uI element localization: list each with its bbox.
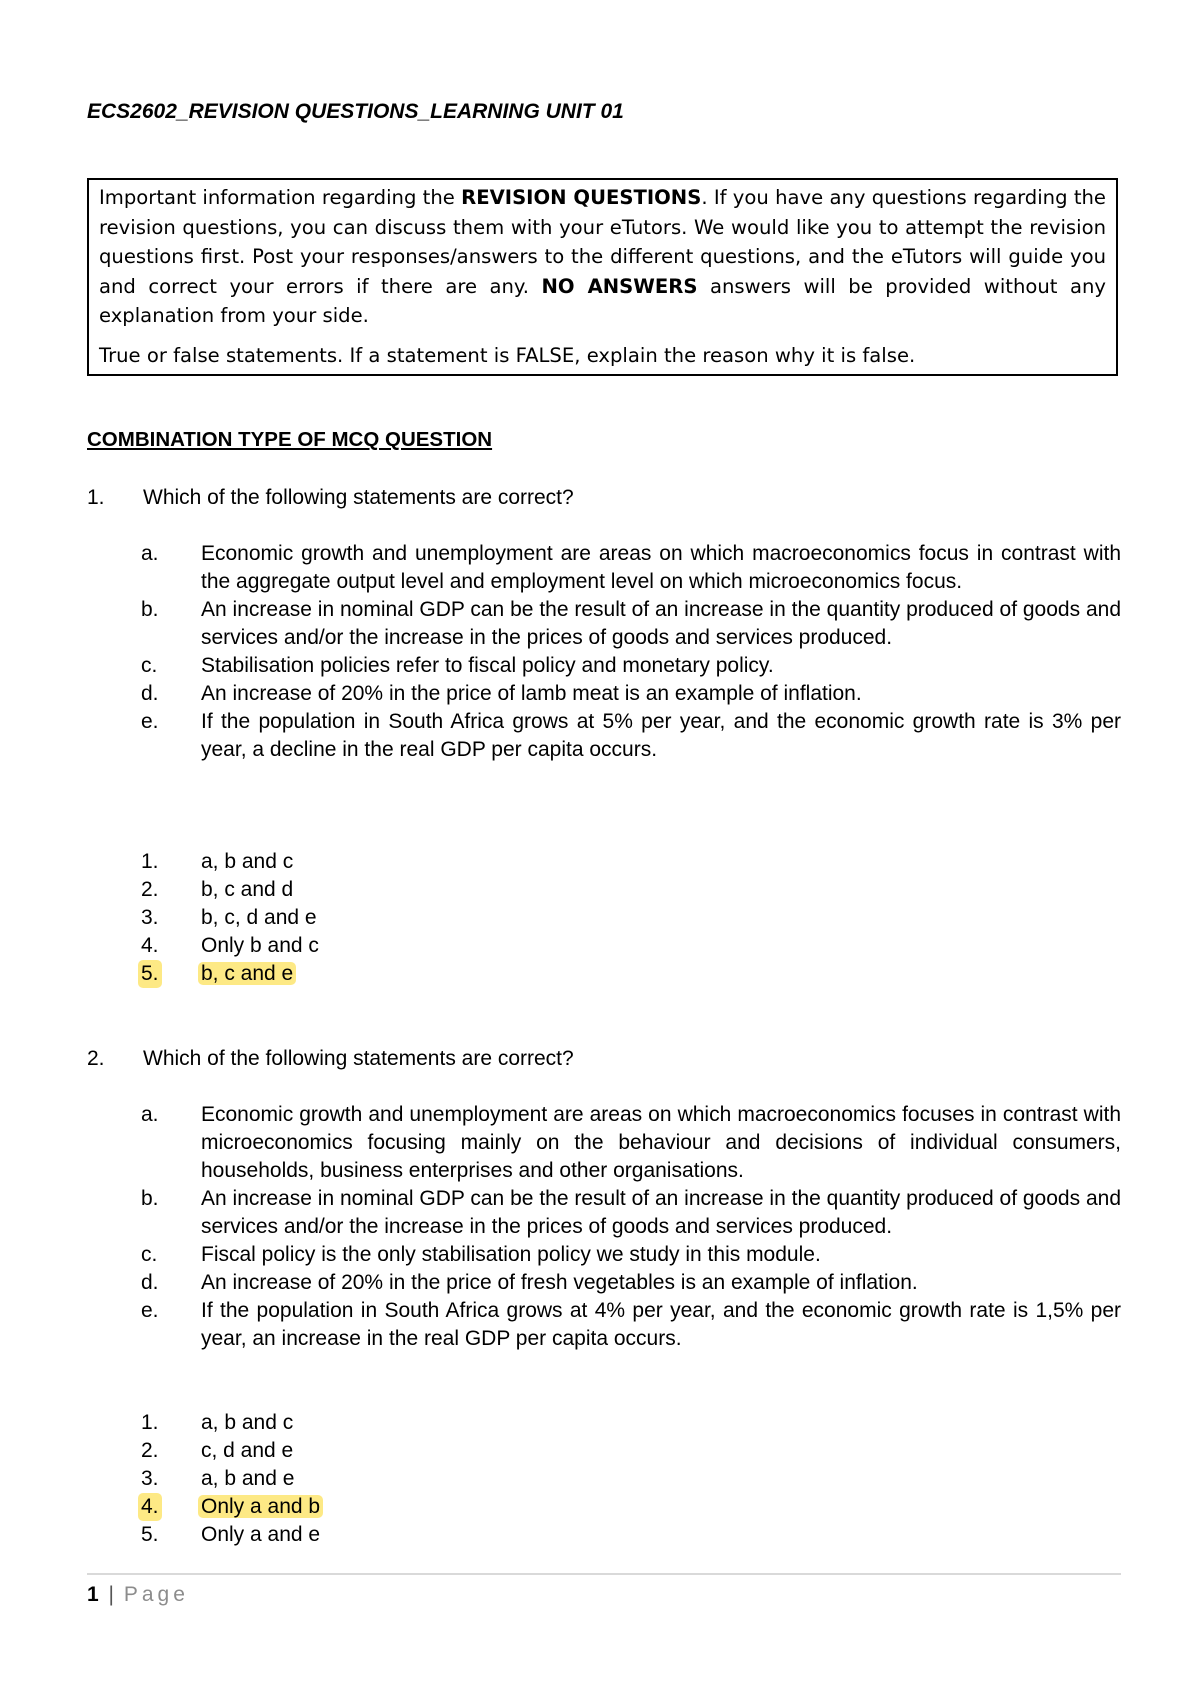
- answer-option[interactable]: [141, 848, 1121, 876]
- statement-item: [141, 596, 1121, 652]
- statement-item: [141, 1297, 1121, 1353]
- statement-letter: c.: [141, 1243, 158, 1266]
- section-heading: COMBINATION TYPE OF MCQ QUESTION: [87, 428, 493, 451]
- statement-letter: b.: [141, 1187, 159, 1210]
- question-number: 1.: [87, 486, 105, 509]
- answer-option[interactable]: [141, 1409, 1121, 1437]
- statement-text: Economic growth and unemployment are areas on which macroeconomics focus in contrast with the aggregate output level and employment level on which microeconomics focus.: [201, 542, 1121, 593]
- statement-letter: e.: [141, 1299, 159, 1322]
- answer-option-highlighted[interactable]: [141, 1493, 1121, 1521]
- statement-letter: d.: [141, 682, 159, 705]
- answer-option[interactable]: [141, 904, 1121, 932]
- statement-text: An increase in nominal GDP can be the result of an increase in the quantity produced of goods and services and/or the increase in the prices of goods and services produced.: [201, 598, 1121, 649]
- info-text: answers will be provided without any explanation from your side.: [99, 274, 1106, 327]
- option-text: a, b and e: [201, 1467, 295, 1490]
- option-text: Only b and c: [201, 934, 319, 957]
- statement-letter: a.: [141, 542, 159, 565]
- question-number: 2.: [87, 1047, 105, 1070]
- info-text: . If you have any questions regarding the revision questions, you can discuss them with your eTutors. We would like you to attempt the revision questions first. Post your responses/answers to the different questions, and the eTutors will guide you and correct your errors if there are any.: [99, 186, 1106, 298]
- option-number: 5.: [141, 1523, 159, 1546]
- option-number: 2.: [141, 1439, 159, 1462]
- statement-text: An increase in nominal GDP can be the result of an increase in the quantity produced of goods and services and/or the increase in the prices of goods and services produced.: [201, 1187, 1121, 1238]
- option-text: b, c, d and e: [201, 906, 317, 929]
- answer-options: [141, 1409, 1121, 1549]
- true-false-instruction: True or false statements. If a statement is FALSE, explain the reason why it is false.: [99, 343, 916, 367]
- statement-text: Fiscal policy is the only stabilisation policy we study in this module.: [201, 1243, 821, 1266]
- statement-text: If the population in South Africa grows at 4% per year, and the economic growth rate is 1,5% per year, an increase in the real GDP per capita occurs.: [201, 1299, 1121, 1350]
- info-emphasis: NO ANSWERS: [541, 274, 698, 298]
- answer-option[interactable]: [141, 1437, 1121, 1465]
- statement-item: [141, 1185, 1121, 1241]
- info-text: Important information regarding the: [99, 186, 462, 209]
- statement-item: [141, 680, 1121, 708]
- statement-letter: d.: [141, 1271, 159, 1294]
- page-label: Page: [123, 1583, 189, 1606]
- option-text: a, b and c: [201, 1411, 294, 1434]
- option-number: 1.: [141, 1411, 159, 1434]
- statement-letter: c.: [141, 654, 158, 677]
- statement-item: [141, 708, 1121, 764]
- statement-list: [141, 540, 1121, 764]
- option-number: 3.: [141, 1467, 159, 1490]
- option-number: 3.: [141, 906, 159, 929]
- answer-option[interactable]: [141, 1465, 1121, 1493]
- important-info-box: [87, 178, 1118, 376]
- info-emphasis: REVISION QUESTIONS: [461, 186, 702, 209]
- statement-item: [141, 540, 1121, 596]
- option-number: 5.: [138, 960, 162, 988]
- option-text: b, c and d: [201, 878, 294, 901]
- statement-letter: a.: [141, 1103, 159, 1126]
- statement-text: Stabilisation policies refer to fiscal policy and monetary policy.: [201, 654, 774, 677]
- statement-item: [141, 652, 1121, 680]
- option-number: 2.: [141, 878, 159, 901]
- statement-text: If the population in South Africa grows at 5% per year, and the economic growth rate is 3% per year, a decline in the real GDP per capita occurs.: [201, 710, 1121, 761]
- document-title: ECS2602_REVISION QUESTIONS_LEARNING UNIT 01: [87, 100, 624, 123]
- footer-separator: |: [108, 1583, 114, 1606]
- statement-item: [141, 1241, 1121, 1269]
- option-number: 1.: [141, 850, 159, 873]
- page-number: 1: [87, 1583, 99, 1606]
- option-text: Only a and b: [198, 1495, 323, 1518]
- statement-item: [141, 1269, 1121, 1297]
- statement-letter: e.: [141, 710, 159, 733]
- statement-text: An increase of 20% in the price of lamb meat is an example of inflation.: [201, 682, 862, 705]
- statement-item: [141, 1101, 1121, 1185]
- option-text: b, c and e: [198, 962, 296, 985]
- info-paragraph: [99, 183, 1106, 331]
- option-number: 4.: [138, 1493, 162, 1521]
- footer-divider: [87, 1573, 1121, 1575]
- page-footer: [87, 1583, 189, 1607]
- answer-option[interactable]: [141, 1521, 1121, 1549]
- answer-options: [141, 848, 1121, 988]
- question-text: Which of the following statements are correct?: [143, 486, 574, 509]
- question-text: Which of the following statements are correct?: [143, 1047, 574, 1070]
- answer-option-highlighted[interactable]: [141, 960, 1121, 988]
- option-text: c, d and e: [201, 1439, 294, 1462]
- statement-list: [141, 1101, 1121, 1353]
- answer-option[interactable]: [141, 876, 1121, 904]
- answer-option[interactable]: [141, 932, 1121, 960]
- option-text: a, b and c: [201, 850, 294, 873]
- option-number: 4.: [141, 934, 159, 957]
- statement-text: An increase of 20% in the price of fresh vegetables is an example of inflation.: [201, 1271, 918, 1294]
- statement-text: Economic growth and unemployment are areas on which macroeconomics focuses in contrast with microeconomics focusing mainly on the behaviour and decisions of individual consumers, households, business enterprises and other organisations.: [201, 1103, 1121, 1182]
- statement-letter: b.: [141, 598, 159, 621]
- option-text: Only a and e: [201, 1523, 321, 1546]
